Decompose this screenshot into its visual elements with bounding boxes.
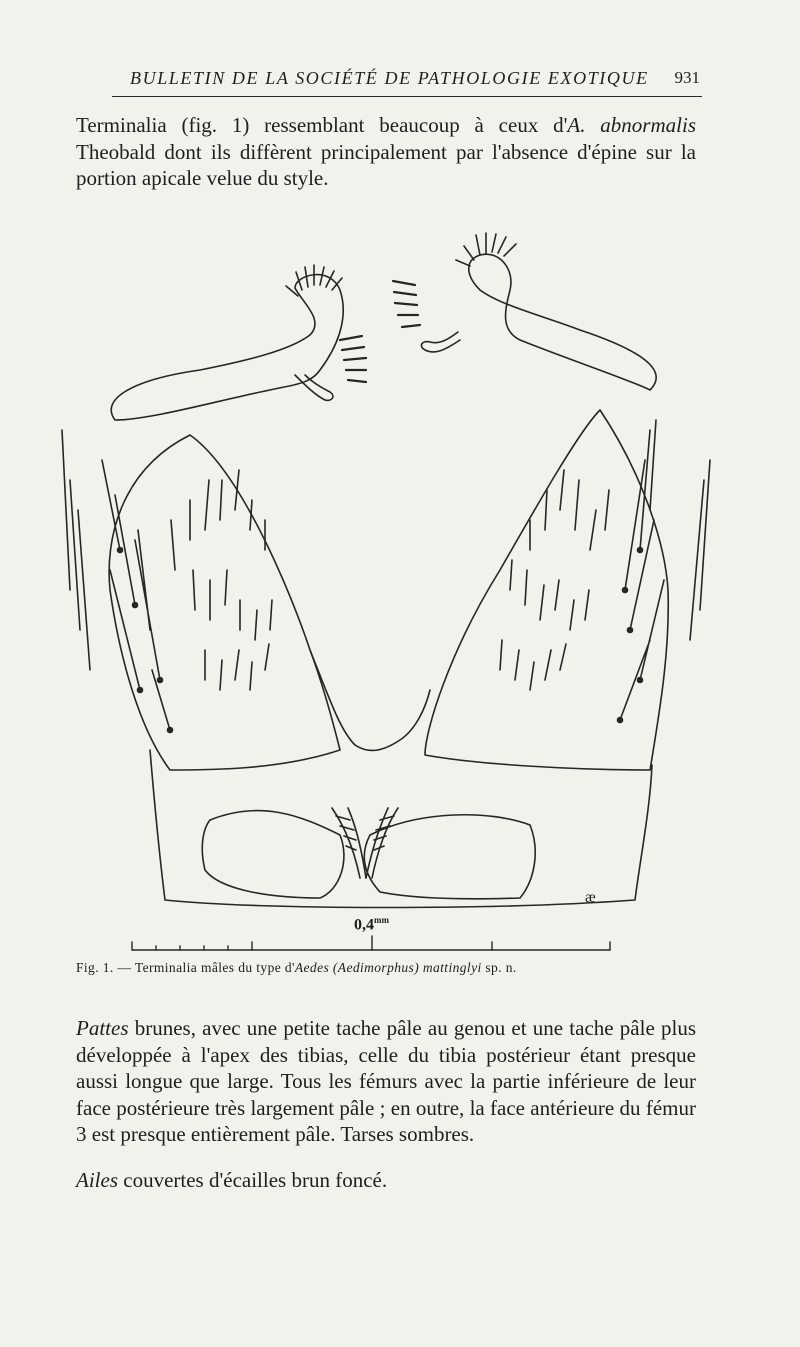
right-lobe-outline xyxy=(425,410,668,770)
species-abnormalis: A. abnormalis xyxy=(567,113,696,137)
right-apical-hairs xyxy=(456,233,516,266)
page-number: 931 xyxy=(674,68,700,87)
caption-prefix: Fig. 1. — Terminalia mâles du type d' xyxy=(76,960,295,975)
ailes-lead: Ailes xyxy=(76,1168,118,1192)
caption-suffix: sp. n. xyxy=(481,960,517,975)
paragraph-text-1: Terminalia (fig. 1) ressemblant beaucoup à ceux d' xyxy=(76,113,568,137)
journal-title: BULLETIN DE LA SOCIÉTÉ DE PATHOLOGIE EXOTIQUE xyxy=(130,68,649,88)
scale-unit: mm xyxy=(374,915,389,925)
paragraph-ailes xyxy=(76,1167,696,1194)
figure-caption xyxy=(76,960,716,976)
figure-terminalia-drawing xyxy=(40,210,740,960)
right-lobe-setae xyxy=(500,420,664,723)
caption-species: Aedes (Aedimorphus) mattinglyi xyxy=(294,960,482,975)
left-lobe-setae xyxy=(102,460,272,733)
running-header xyxy=(112,62,702,92)
scale-value: 0,4 xyxy=(354,916,374,934)
pattes-text: brunes, avec une petite tache pâle au genou et une tache pâle plus développée à l'apex des tibias, celle du tibia postérieur étant presque aussi longue que large. Tous les fémurs avec la partie inférieure de leur face postérieure très largement pâle ; en outre, la face antérieure du fémur 3 est presque entièrement pâle. Tarses sombres. xyxy=(76,1016,696,1146)
header-rule xyxy=(112,96,702,97)
right-comb-spines xyxy=(393,281,420,327)
paragraph-terminalia xyxy=(76,112,696,192)
scale-bar xyxy=(132,936,610,950)
right-style xyxy=(469,254,656,390)
pattes-lead: Pattes xyxy=(76,1016,129,1040)
left-style xyxy=(111,275,343,420)
right-style-tip xyxy=(421,332,460,352)
left-style-tip xyxy=(295,375,333,400)
central-notch xyxy=(310,650,430,750)
illustrator-signature: æ xyxy=(585,889,596,906)
paragraph-pattes xyxy=(76,1015,696,1148)
left-comb-spines xyxy=(340,336,366,382)
basal-inner-lobe-right xyxy=(364,815,535,899)
scale-label xyxy=(354,915,389,934)
outer-setae xyxy=(62,430,710,670)
ailes-text: couvertes d'écailles brun foncé. xyxy=(118,1168,388,1192)
paragraph-text-2: Theobald dont ils diffèrent principalement par l'absence d'épine sur la portion apicale velue du style. xyxy=(76,139,696,190)
basal-inner-lobe xyxy=(202,811,344,898)
